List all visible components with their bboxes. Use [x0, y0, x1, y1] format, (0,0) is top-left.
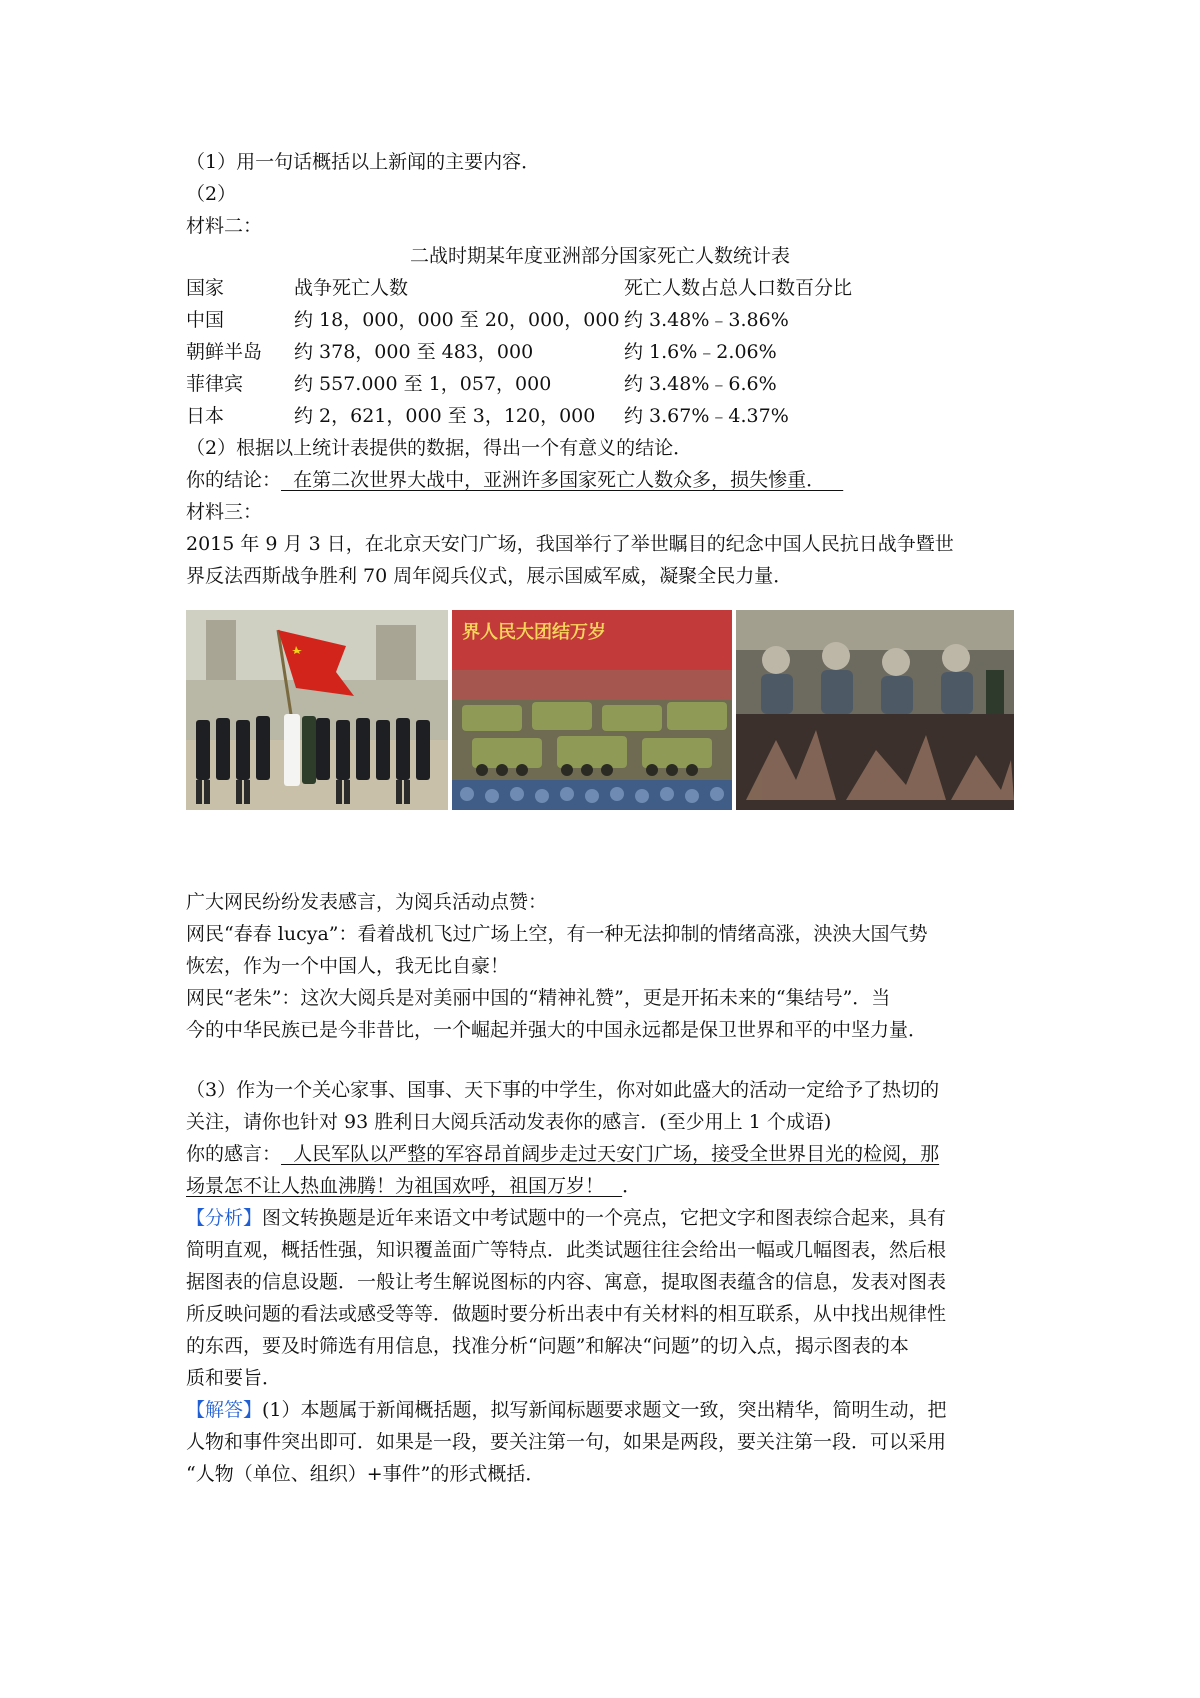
answer-end: ．	[622, 1175, 642, 1197]
solution-tag: 【解答】	[186, 1399, 263, 1421]
material-3-text-2: 界反法西斯战争胜利 70 周年阅兵仪式，展示国威军威，凝聚全民力量．	[186, 565, 793, 587]
question-2-number: （2）	[186, 183, 237, 205]
cell-country: 中国	[186, 309, 225, 331]
cell-percentage: 约 3.48%﹣3.86%	[624, 309, 789, 331]
answer-line-2	[186, 1170, 641, 1202]
question-3-line-2: 关注，请你也针对 93 胜利日大阅兵活动发表你的感言．(至少用上 1 个成语)	[186, 1111, 832, 1133]
conclusion-answer: 在第二次世界大战中，亚洲许多国家死亡人数众多，损失惨重．	[281, 469, 844, 491]
solution-text: (1）本题属于新闻概括题，拟写新闻标题要求题文一致，突出精华，简明生动，把	[262, 1399, 947, 1421]
cell-country: 朝鲜半岛	[186, 341, 263, 363]
netizen-comment-1a: 网民“春春 lucya”：看着战机飞过广场上空，有一种无法抑制的情绪高涨，泱泱大国气势	[186, 923, 928, 945]
solution-line-1	[186, 1394, 947, 1426]
header-deaths: 战争死亡人数	[294, 277, 409, 299]
analysis-line-6: 质和要旨．	[186, 1367, 282, 1389]
conclusion-line	[186, 464, 843, 496]
material-3-label: 材料三：	[186, 501, 263, 523]
analysis-line-2: 简明直观，概括性强，知识覆盖面广等特点．此类试题往往会给出一幅或几幅图表，然后根	[186, 1239, 947, 1261]
analysis-line-5: 的东西，要及时筛选有用信息，找准分析“问题”和解决“问题”的切入点，揭示图表的本	[186, 1335, 909, 1357]
question-3-line-1: （3）作为一个关心家事、国事、天下事的中学生，你对如此盛大的活动一定给予了热切的	[186, 1079, 940, 1101]
analysis-line-4: 所反映问题的看法或感受等等．做题时要分析出表中有关材料的相互联系，从中找出规律性	[186, 1303, 947, 1325]
answer-line-1	[186, 1138, 939, 1170]
cell-percentage: 约 3.48%﹣6.6%	[624, 373, 777, 395]
material-3-text-1: 2015 年 9 月 3 日，在北京天安门广场，我国举行了举世瞩目的纪念中国人民抗日战争暨世	[186, 533, 954, 555]
analysis-line-3: 据图表的信息设题．一般让考生解说图标的内容、寓意，提取图表蕴含的信息，发表对图表	[186, 1271, 947, 1293]
parade-photo-veterans	[736, 610, 1014, 810]
netizen-comment-2a: 网民“老朱”：这次大阅兵是对美丽中国的“精神礼赞”，更是开拓未来的“集结号”．当	[186, 987, 891, 1009]
analysis-text: 图文转换题是近年来语文中考试题中的一个亮点，它把文字和图表综合起来，具有	[262, 1207, 947, 1229]
cell-percentage: 约 3.67%﹣4.37%	[624, 405, 789, 427]
cell-percentage: 约 1.6%﹣2.06%	[624, 341, 777, 363]
tiananmen-banner: 界人民大团结万岁	[462, 622, 606, 643]
netizen-comment-1b: 恢宏，作为一个中国人，我无比自豪！	[186, 955, 510, 977]
parade-photo-flag	[186, 610, 448, 810]
header-country: 国家	[186, 277, 225, 299]
answer-text-2: 场景怎不让人热血沸腾！为祖国欢呼，祖国万岁！	[186, 1175, 623, 1197]
solution-line-3: “人物（单位、组织）+事件”的形式概括．	[186, 1463, 545, 1485]
table-title: 二战时期某年度亚洲部分国家死亡人数统计表	[409, 245, 790, 267]
analysis-line-1	[186, 1202, 946, 1234]
answer-label: 你的感言：	[186, 1143, 282, 1165]
material-2-label: 材料二：	[186, 215, 263, 237]
analysis-tag: 【分析】	[186, 1207, 263, 1229]
conclusion-label: 你的结论：	[186, 469, 282, 491]
parade-photo-vehicles	[452, 610, 732, 810]
cell-deaths: 约 557.000 至 1，057，000	[294, 373, 552, 395]
cell-country: 菲律宾	[186, 373, 244, 395]
question-1: （1）用一句话概括以上新闻的主要内容．	[186, 151, 541, 173]
cell-deaths: 约 2，621，000 至 3，120，000	[294, 405, 596, 427]
netizen-comment-2b: 今的中华民族已是今非昔比，一个崛起并强大的中国永远都是保卫世界和平的中坚力量．	[186, 1019, 928, 1041]
cell-deaths: 约 378，000 至 483，000	[294, 341, 534, 363]
solution-line-2: 人物和事件突出即可．如果是一段，要关注第一句，如果是两段，要关注第一段．可以采用	[186, 1431, 947, 1453]
answer-text-1: 人民军队以严整的军容昂首阔步走过天安门广场，接受全世界目光的检阅，那	[281, 1143, 940, 1165]
question-2: （2）根据以上统计表提供的数据，得出一个有意义的结论．	[186, 437, 693, 459]
netizen-intro: 广大网民纷纷发表感言，为阅兵活动点赞：	[186, 891, 548, 913]
cell-country: 日本	[186, 405, 225, 427]
cell-deaths: 约 18，000，000 至 20，000，000	[294, 309, 620, 331]
header-percentage: 死亡人数占总人口数百分比	[624, 277, 853, 299]
